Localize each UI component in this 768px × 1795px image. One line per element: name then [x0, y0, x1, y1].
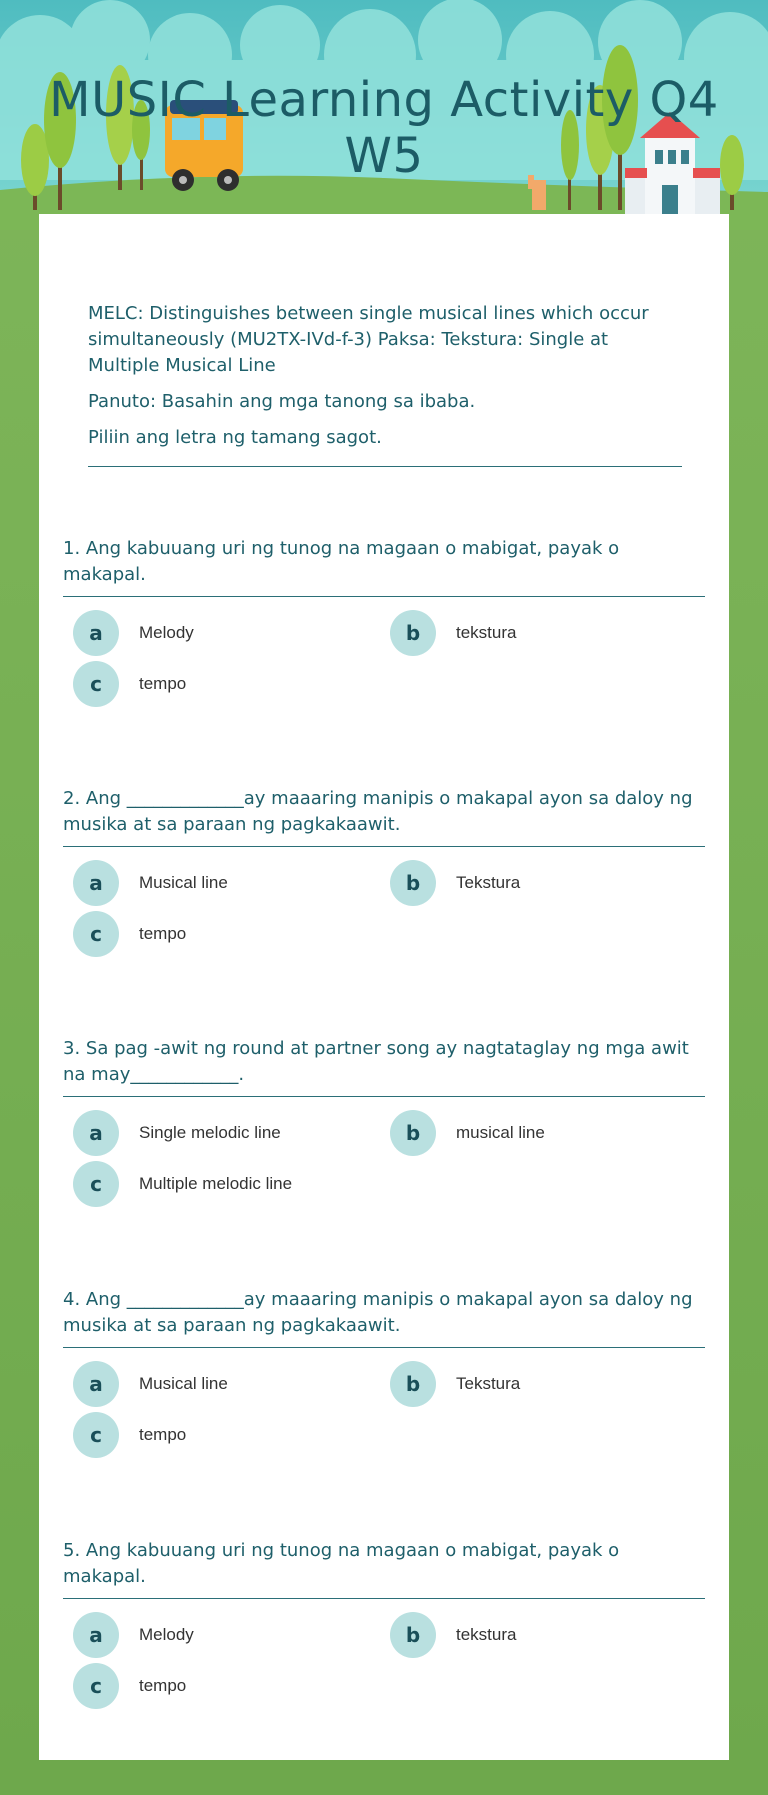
choice-letter-c: c: [73, 1161, 119, 1207]
choice-label: Tekstura: [456, 1374, 521, 1393]
choice-label: tekstura: [456, 1625, 517, 1644]
choice-label: Multiple melodic line: [139, 1174, 293, 1193]
question-1: [63, 536, 705, 707]
question-text: 1. Ang kabuuang uri ng tunog na magaan o mabigat, payak o makapal.: [63, 536, 705, 597]
choice-letter-b: b: [390, 1110, 436, 1156]
choice-list: [63, 1097, 705, 1207]
question-3: [63, 1036, 705, 1207]
choice-label: Single melodic line: [139, 1123, 281, 1142]
choice-b[interactable]: [390, 861, 520, 905]
choice-letter-c: c: [73, 1412, 119, 1458]
choice-c[interactable]: [73, 912, 186, 956]
choice-letter-b: b: [390, 1361, 436, 1407]
choice-label: tekstura: [456, 623, 517, 642]
question-text: 2. Ang _____________ay maaaring manipis o makapal ayon sa daloy ng musika at sa paraan ng pagkakaawit.: [63, 786, 705, 847]
choice-list: [63, 1599, 705, 1709]
page-title: MUSIC Learning Activity Q4 W5: [49, 72, 719, 184]
choice-label: Musical line: [139, 873, 228, 892]
instructions: [88, 301, 682, 461]
choice-list: [63, 1348, 705, 1458]
choice-letter-a: a: [73, 1110, 119, 1156]
choice-c[interactable]: [73, 1162, 292, 1206]
choice-b[interactable]: [390, 1111, 545, 1155]
choice-a[interactable]: [73, 611, 194, 655]
choice-label: tempo: [139, 1425, 187, 1444]
choice-letter-b: b: [390, 610, 436, 656]
choice-list: [63, 597, 705, 707]
divider: [88, 466, 682, 467]
choice-letter-c: c: [73, 1663, 119, 1709]
choice-letter-c: c: [73, 911, 119, 957]
choice-label: tempo: [139, 924, 187, 943]
choice-c[interactable]: [73, 662, 186, 706]
choice-label: Musical line: [139, 1374, 228, 1393]
question-5: [63, 1538, 705, 1709]
question-text: 4. Ang _____________ay maaaring manipis o makapal ayon sa daloy ng musika at sa paraan ng pagkakaawit.: [63, 1287, 705, 1348]
question-text: 3. Sa pag -awit ng round at partner song ay nagtataglay ng mga awit na may____________.: [63, 1036, 705, 1097]
question-2: [63, 786, 705, 957]
question-text: 5. Ang kabuuang uri ng tunog na magaan o mabigat, payak o makapal.: [63, 1538, 705, 1599]
choice-label: tempo: [139, 1676, 187, 1695]
choice-label: Melody: [139, 623, 194, 642]
choice-a[interactable]: [73, 861, 228, 905]
choice-list: [63, 847, 705, 957]
worksheet-card: [39, 214, 729, 1760]
choice-letter-a: a: [73, 1361, 119, 1407]
choice-a[interactable]: [73, 1613, 194, 1657]
choice-c[interactable]: [73, 1664, 186, 1708]
choice-letter-b: b: [390, 1612, 436, 1658]
choice-a[interactable]: [73, 1362, 228, 1406]
melc-text: MELC: Distinguishes between single musical lines which occur simultaneously (MU2TX-IVd-f-3) Paksa: Tekstura: Single at Multiple Musical Line: [88, 303, 649, 376]
choice-label: musical line: [456, 1123, 545, 1142]
choice-b[interactable]: [390, 1613, 516, 1657]
choice-letter-a: a: [73, 860, 119, 906]
choice-label: Tekstura: [456, 873, 521, 892]
choice-letter-c: c: [73, 661, 119, 707]
choice-b[interactable]: [390, 611, 516, 655]
choice-label: Melody: [139, 1625, 194, 1644]
piliin-text: Piliin ang letra ng tamang sagot.: [88, 427, 382, 448]
choice-letter-a: a: [73, 610, 119, 656]
choice-b[interactable]: [390, 1362, 520, 1406]
choice-a[interactable]: [73, 1111, 281, 1155]
choice-letter-a: a: [73, 1612, 119, 1658]
choice-c[interactable]: [73, 1413, 186, 1457]
choice-label: tempo: [139, 674, 187, 693]
choice-letter-b: b: [390, 860, 436, 906]
panuto-text: Panuto: Basahin ang mga tanong sa ibaba.: [88, 391, 476, 412]
question-4: [63, 1287, 705, 1458]
